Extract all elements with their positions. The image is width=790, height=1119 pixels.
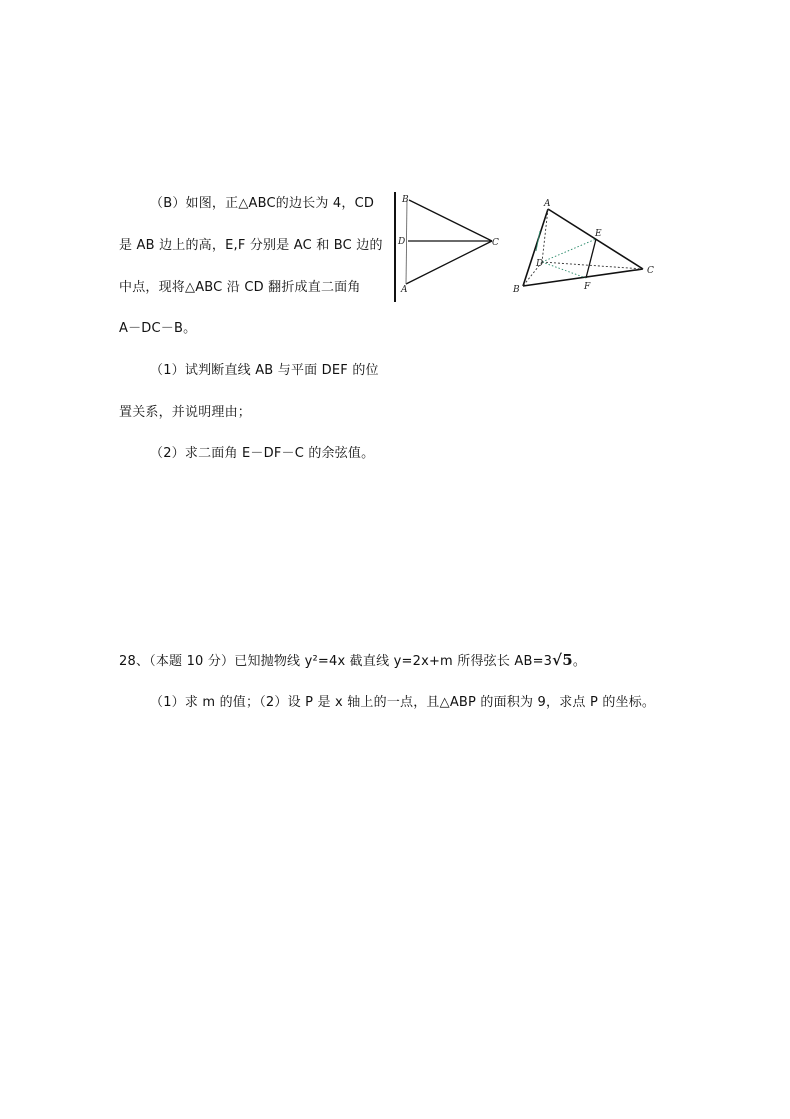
label-a-3d: A bbox=[544, 199, 551, 209]
problem-b-question-2: （2）求二面角 E－DF－C 的余弦值。 bbox=[150, 446, 375, 461]
label-e-3d: E bbox=[595, 229, 602, 239]
sqrt-5: √5 bbox=[552, 651, 573, 669]
label-d: D bbox=[398, 237, 406, 247]
problem-b-question-1-cont: 置关系，并说明理由； bbox=[119, 405, 252, 420]
problem-28-suffix: 。 bbox=[572, 654, 587, 669]
problem-28-questions: （1）求 m 的值；（2）设 P 是 x 轴上的一点，且△ABP 的面积为 9，求点 P 的坐标。 bbox=[150, 695, 656, 710]
label-d-3d: D bbox=[536, 259, 544, 269]
problem-b-line-3: 中点，现将△ABC 沿 CD 翻折成直二面角 bbox=[119, 280, 361, 295]
problem-28-prefix: 28、（本题 10 分）已知抛物线 y²=4x 截直线 y=2x+m 所得弦长 AB=3 bbox=[119, 654, 553, 669]
label-c-3d: C bbox=[647, 266, 654, 276]
problem-b-line-1: （B）如图，正△ABC的边长为 4，CD bbox=[150, 196, 375, 211]
figure-folded-tetrahedron bbox=[510, 196, 670, 296]
label-a: A bbox=[401, 285, 408, 295]
figure-planar-triangle bbox=[392, 188, 510, 304]
label-c: C bbox=[492, 238, 499, 248]
problem-b-question-1: （1）试判断直线 AB 与平面 DEF 的位 bbox=[150, 363, 379, 378]
label-f-3d: F bbox=[584, 282, 591, 292]
problem-b-line-2: 是 AB 边上的高，E,F 分别是 AC 和 BC 边的 bbox=[119, 238, 383, 253]
problem-28-statement bbox=[119, 652, 586, 670]
label-b: B bbox=[402, 195, 409, 205]
problem-b-line-4: A－DC－B。 bbox=[119, 321, 197, 336]
label-b-3d: B bbox=[513, 285, 520, 295]
